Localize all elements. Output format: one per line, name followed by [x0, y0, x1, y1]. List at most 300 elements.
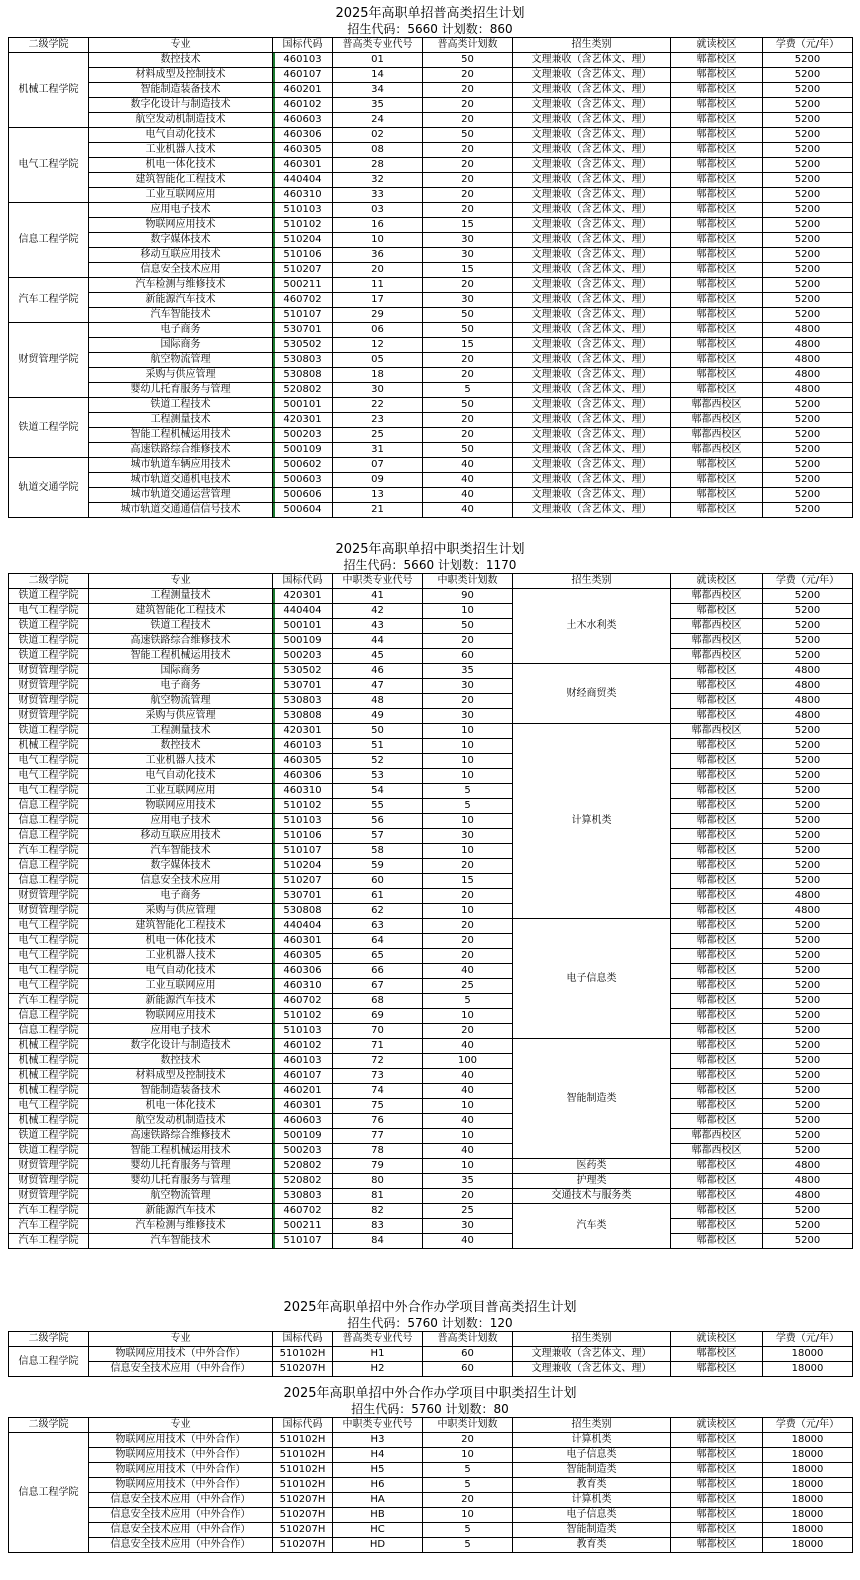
campus-cell: 郫都校区: [671, 754, 763, 769]
campus-cell: 郫都校区: [671, 203, 763, 218]
code-cell: 510204: [273, 233, 333, 248]
code-cell: 460201: [273, 83, 333, 98]
major-cell: 建筑智能化工程技术: [89, 604, 273, 619]
major-cell: 工业机器人技术: [89, 754, 273, 769]
column-header-quota: 中职类计划数: [423, 574, 513, 589]
column-header-major-code: 普高类专业代号: [333, 1332, 423, 1347]
tuition-cell: 18000: [763, 1433, 853, 1448]
quota-cell: 40: [423, 1144, 513, 1159]
quota-cell: 50: [423, 308, 513, 323]
code-cell: 460603: [273, 113, 333, 128]
major-code-cell: 47: [333, 679, 423, 694]
college-cell: 电气工程学院: [9, 979, 89, 994]
major-code-cell: 56: [333, 814, 423, 829]
major-cell: 电气自动化技术: [89, 964, 273, 979]
tuition-cell: 4800: [763, 664, 853, 679]
campus-cell: 郫都校区: [671, 1189, 763, 1204]
quota-cell: 40: [423, 1234, 513, 1249]
major-cell: 智能工程机械运用技术: [89, 428, 273, 443]
table-row: [9, 458, 853, 473]
tuition-cell: 5200: [763, 1054, 853, 1069]
campus-cell: 郫都校区: [671, 53, 763, 68]
table-row: [9, 383, 853, 398]
major-code-cell: 68: [333, 994, 423, 1009]
major-code-cell: 71: [333, 1039, 423, 1054]
major-cell: 电子商务: [89, 889, 273, 904]
quota-cell: 20: [423, 694, 513, 709]
major-code-cell: 49: [333, 709, 423, 724]
category-cell: 文理兼收（含艺体文、理）: [513, 53, 671, 68]
major-cell: 航空物流管理: [89, 694, 273, 709]
code-cell: 530502: [273, 338, 333, 353]
major-cell: 机电一体化技术: [89, 1099, 273, 1114]
major-code-cell: 61: [333, 889, 423, 904]
tuition-cell: 5200: [763, 649, 853, 664]
quota-cell: 40: [423, 1084, 513, 1099]
major-code-cell: 64: [333, 934, 423, 949]
tuition-cell: 5200: [763, 919, 853, 934]
section-sino-foreign-zhongzhi: [0, 1386, 860, 1553]
table-row: [9, 739, 853, 754]
major-code-cell: 69: [333, 1009, 423, 1024]
tuition-cell: 5200: [763, 769, 853, 784]
table-row: [9, 1538, 853, 1553]
code-cell: 460702: [273, 994, 333, 1009]
tuition-cell: 5200: [763, 829, 853, 844]
major-cell: 电子商务: [89, 323, 273, 338]
category-cell: 教育类: [513, 1538, 671, 1553]
table-row: [9, 859, 853, 874]
campus-cell: 郫都校区: [671, 799, 763, 814]
tuition-cell: 5200: [763, 233, 853, 248]
column-header-major: 专业: [89, 1332, 273, 1347]
code-cell: 500211: [273, 1219, 333, 1234]
category-cell: 文理兼收（含艺体文、理）: [513, 443, 671, 458]
quota-cell: 20: [423, 919, 513, 934]
campus-cell: 郫都校区: [671, 188, 763, 203]
column-header-campus: 就读校区: [671, 574, 763, 589]
code-cell: 460301: [273, 934, 333, 949]
campus-cell: 郫都校区: [671, 338, 763, 353]
college-cell: 电气工程学院: [9, 934, 89, 949]
tuition-cell: 5200: [763, 1234, 853, 1249]
code-cell: 460301: [273, 158, 333, 173]
campus-cell: 郫都校区: [671, 679, 763, 694]
campus-cell: 郫都校区: [671, 503, 763, 518]
college-cell: 铁道工程学院: [9, 619, 89, 634]
major-code-cell: 54: [333, 784, 423, 799]
campus-cell: 郫都校区: [671, 233, 763, 248]
major-cell: 物联网应用技术（中外合作）: [89, 1478, 273, 1493]
table-row: [9, 799, 853, 814]
major-cell: 工程测量技术: [89, 589, 273, 604]
campus-cell: 郫都校区: [671, 98, 763, 113]
college-cell: 财贸管理学院: [9, 889, 89, 904]
quota-cell: 20: [423, 83, 513, 98]
major-code-cell: 63: [333, 919, 423, 934]
quota-cell: 20: [423, 68, 513, 83]
major-cell: 材料成型及控制技术: [89, 1069, 273, 1084]
table-row: [9, 1174, 853, 1189]
quota-cell: 20: [423, 1189, 513, 1204]
major-code-cell: HC: [333, 1523, 423, 1538]
quota-cell: 5: [423, 383, 513, 398]
quota-cell: 20: [423, 1024, 513, 1039]
quota-cell: 90: [423, 589, 513, 604]
major-code-cell: 17: [333, 293, 423, 308]
quota-cell: 30: [423, 829, 513, 844]
table-row: [9, 1347, 853, 1362]
tuition-cell: 5200: [763, 398, 853, 413]
plan-table-sino-foreign-zhongzhi: [8, 1417, 853, 1553]
campus-cell: 郫都校区: [671, 488, 763, 503]
campus-cell: 郫都校区: [671, 1039, 763, 1054]
tuition-cell: 5200: [763, 248, 853, 263]
tuition-cell: 5200: [763, 263, 853, 278]
major-cell: 物联网应用技术: [89, 799, 273, 814]
major-code-cell: H1: [333, 1347, 423, 1362]
tuition-cell: 5200: [763, 503, 853, 518]
code-cell: 460702: [273, 293, 333, 308]
major-code-cell: 02: [333, 128, 423, 143]
tuition-cell: 5200: [763, 1084, 853, 1099]
campus-cell: 郫都校区: [671, 829, 763, 844]
college-cell: 轨道交通学院: [9, 458, 89, 518]
code-cell: 530701: [273, 889, 333, 904]
campus-cell: 郫都校区: [671, 293, 763, 308]
quota-cell: 40: [423, 1114, 513, 1129]
quota-cell: 30: [423, 679, 513, 694]
campus-cell: 郫都校区: [671, 769, 763, 784]
college-cell: 电气工程学院: [9, 1099, 89, 1114]
tuition-cell: 4800: [763, 904, 853, 919]
column-header-quota: 普高类计划数: [423, 38, 513, 53]
column-header-code: 国标代码: [273, 1332, 333, 1347]
college-cell: 信息工程学院: [9, 799, 89, 814]
major-code-cell: 11: [333, 278, 423, 293]
quota-cell: 10: [423, 844, 513, 859]
code-cell: 510102H: [273, 1433, 333, 1448]
section-gaozhong: [0, 6, 860, 518]
campus-cell: 郫都校区: [671, 1347, 763, 1362]
quota-cell: 60: [423, 649, 513, 664]
table-row: [9, 158, 853, 173]
major-code-cell: 12: [333, 338, 423, 353]
tuition-cell: 5200: [763, 98, 853, 113]
major-cell: 工业互联网应用: [89, 979, 273, 994]
code-cell: 530808: [273, 368, 333, 383]
quota-cell: 50: [423, 443, 513, 458]
table-row: [9, 664, 853, 679]
table-row: [9, 889, 853, 904]
code-cell: 500211: [273, 278, 333, 293]
section-title: 2025年高职单招中职类招生计划: [335, 542, 525, 557]
campus-cell: 郫都校区: [671, 994, 763, 1009]
tuition-cell: 4800: [763, 338, 853, 353]
category-cell: 文理兼收（含艺体文、理）: [513, 248, 671, 263]
college-cell: 机械工程学院: [9, 1069, 89, 1084]
college-cell: 机械工程学院: [9, 1114, 89, 1129]
code-cell: 510103: [273, 203, 333, 218]
major-cell: 航空发动机制造技术: [89, 113, 273, 128]
column-header-major: 专业: [89, 1418, 273, 1433]
quota-cell: 10: [423, 1129, 513, 1144]
major-cell: 婴幼儿托育服务与管理: [89, 1174, 273, 1189]
code-cell: 460310: [273, 188, 333, 203]
major-cell: 汽车检测与维修技术: [89, 1219, 273, 1234]
column-header-college: 二级学院: [9, 1332, 89, 1347]
code-cell: 460103: [273, 53, 333, 68]
header-row: [9, 38, 853, 53]
quota-cell: 5: [423, 799, 513, 814]
category-cell: 文理兼收（含艺体文、理）: [513, 308, 671, 323]
college-cell: 铁道工程学院: [9, 1144, 89, 1159]
table-row: [9, 1189, 853, 1204]
major-code-cell: 52: [333, 754, 423, 769]
major-code-cell: 10: [333, 233, 423, 248]
category-cell: 电子信息类: [513, 1508, 671, 1523]
table-row: [9, 829, 853, 844]
table-row: [9, 679, 853, 694]
campus-cell: 郫都校区: [671, 1463, 763, 1478]
college-cell: 信息工程学院: [9, 1024, 89, 1039]
table-row: [9, 1129, 853, 1144]
major-cell: 移动互联应用技术: [89, 248, 273, 263]
college-cell: 信息工程学院: [9, 203, 89, 278]
tuition-cell: 5200: [763, 308, 853, 323]
major-code-cell: 05: [333, 353, 423, 368]
college-cell: 机械工程学院: [9, 1054, 89, 1069]
table-row: [9, 1523, 853, 1538]
major-cell: 铁道工程技术: [89, 398, 273, 413]
quota-cell: 20: [423, 949, 513, 964]
major-cell: 国际商务: [89, 664, 273, 679]
campus-cell: 郫都校区: [671, 368, 763, 383]
campus-cell: 郫都校区: [671, 308, 763, 323]
campus-cell: 郫都校区: [671, 353, 763, 368]
major-cell: 机电一体化技术: [89, 158, 273, 173]
column-header-major-code: 中职类专业代号: [333, 574, 423, 589]
code-cell: 510102: [273, 799, 333, 814]
code-cell: 460702: [273, 1204, 333, 1219]
code-cell: 500602: [273, 458, 333, 473]
section-subtitle: 招生代码：5660 计划数：860: [347, 22, 513, 36]
table-row: [9, 278, 853, 293]
campus-cell: 郫都校区: [671, 709, 763, 724]
tuition-cell: 5200: [763, 83, 853, 98]
table-row: [9, 874, 853, 889]
major-code-cell: 31: [333, 443, 423, 458]
campus-cell: 郫都西校区: [671, 1144, 763, 1159]
code-cell: 530808: [273, 709, 333, 724]
tuition-cell: 4800: [763, 1159, 853, 1174]
quota-cell: 10: [423, 1099, 513, 1114]
major-cell: 建筑智能化工程技术: [89, 919, 273, 934]
code-cell: 460310: [273, 979, 333, 994]
major-cell: 智能工程机械运用技术: [89, 1144, 273, 1159]
category-cell: 文理兼收（含艺体文、理）: [513, 353, 671, 368]
code-cell: 500203: [273, 428, 333, 443]
major-cell: 采购与供应管理: [89, 904, 273, 919]
tuition-cell: 5200: [763, 739, 853, 754]
major-cell: 电气自动化技术: [89, 769, 273, 784]
campus-cell: 郫都校区: [671, 604, 763, 619]
column-header-tuition: 学费（元/年）: [763, 38, 853, 53]
quota-cell: 10: [423, 724, 513, 739]
table-row: [9, 694, 853, 709]
quota-cell: 20: [423, 113, 513, 128]
category-cell: 文理兼收（含艺体文、理）: [513, 338, 671, 353]
table-row: [9, 949, 853, 964]
column-header-tuition: 学费（元/年）: [763, 1332, 853, 1347]
major-cell: 城市轨道交通机电技术: [89, 473, 273, 488]
tuition-cell: 5200: [763, 814, 853, 829]
code-cell: 460603: [273, 1114, 333, 1129]
major-cell: 工业机器人技术: [89, 949, 273, 964]
major-code-cell: 28: [333, 158, 423, 173]
quota-cell: 30: [423, 248, 513, 263]
column-header-category: 招生类别: [513, 1418, 671, 1433]
major-cell: 新能源汽车技术: [89, 1204, 273, 1219]
major-cell: 工业互联网应用: [89, 784, 273, 799]
code-cell: 510207: [273, 263, 333, 278]
code-cell: 510102H: [273, 1448, 333, 1463]
tuition-cell: 4800: [763, 1189, 853, 1204]
campus-cell: 郫都校区: [671, 1433, 763, 1448]
table-row: [9, 1362, 853, 1377]
college-cell: 信息工程学院: [9, 1347, 89, 1377]
college-cell: 财贸管理学院: [9, 664, 89, 679]
major-cell: 建筑智能化工程技术: [89, 173, 273, 188]
category-cell: 汽车类: [513, 1204, 671, 1249]
table-row: [9, 293, 853, 308]
code-cell: 520802: [273, 1174, 333, 1189]
major-cell: 工业机器人技术: [89, 143, 273, 158]
code-cell: 460102: [273, 1039, 333, 1054]
campus-cell: 郫都校区: [671, 859, 763, 874]
category-cell: 文理兼收（含艺体文、理）: [513, 368, 671, 383]
category-cell: 计算机类: [513, 724, 671, 919]
tuition-cell: 5200: [763, 949, 853, 964]
major-cell: 信息安全技术应用（中外合作）: [89, 1362, 273, 1377]
category-cell: 文理兼收（含艺体文、理）: [513, 398, 671, 413]
major-cell: 婴幼儿托育服务与管理: [89, 1159, 273, 1174]
tuition-cell: 5200: [763, 218, 853, 233]
campus-cell: 郫都西校区: [671, 1129, 763, 1144]
major-cell: 移动互联应用技术: [89, 829, 273, 844]
table-row: [9, 488, 853, 503]
college-cell: 机械工程学院: [9, 1039, 89, 1054]
campus-cell: 郫都校区: [671, 278, 763, 293]
campus-cell: 郫都校区: [671, 383, 763, 398]
category-cell: 文理兼收（含艺体文、理）: [513, 428, 671, 443]
category-cell: 财经商贸类: [513, 664, 671, 724]
tuition-cell: 5200: [763, 1219, 853, 1234]
campus-cell: 郫都校区: [671, 248, 763, 263]
header-row: [9, 1332, 853, 1347]
quota-cell: 20: [423, 1433, 513, 1448]
table-row: [9, 994, 853, 1009]
code-cell: 460102: [273, 98, 333, 113]
table-row: [9, 128, 853, 143]
major-cell: 应用电子技术: [89, 203, 273, 218]
table-row: [9, 83, 853, 98]
major-cell: 数字媒体技术: [89, 859, 273, 874]
code-cell: 510107: [273, 308, 333, 323]
column-header-code: 国标代码: [273, 38, 333, 53]
column-header-college: 二级学院: [9, 38, 89, 53]
tuition-cell: 5200: [763, 1114, 853, 1129]
tuition-cell: 5200: [763, 458, 853, 473]
tuition-cell: 5200: [763, 874, 853, 889]
code-cell: 500109: [273, 443, 333, 458]
tuition-cell: 18000: [763, 1508, 853, 1523]
tuition-cell: 18000: [763, 1448, 853, 1463]
major-cell: 城市轨道车辆应用技术: [89, 458, 273, 473]
tuition-cell: 5200: [763, 1009, 853, 1024]
table-row: [9, 844, 853, 859]
major-code-cell: 79: [333, 1159, 423, 1174]
table-row: [9, 473, 853, 488]
code-cell: 500101: [273, 619, 333, 634]
code-cell: 440404: [273, 604, 333, 619]
major-code-cell: 18: [333, 368, 423, 383]
quota-cell: 10: [423, 754, 513, 769]
category-cell: 文理兼收（含艺体文、理）: [513, 68, 671, 83]
major-cell: 新能源汽车技术: [89, 994, 273, 1009]
code-cell: 530808: [273, 904, 333, 919]
major-code-cell: 24: [333, 113, 423, 128]
table-row: [9, 68, 853, 83]
quota-cell: 10: [423, 769, 513, 784]
table-row: [9, 1084, 853, 1099]
major-code-cell: 81: [333, 1189, 423, 1204]
code-cell: 530803: [273, 353, 333, 368]
tuition-cell: 18000: [763, 1463, 853, 1478]
category-cell: 智能制造类: [513, 1523, 671, 1538]
tuition-cell: 4800: [763, 709, 853, 724]
campus-cell: 郫都校区: [671, 739, 763, 754]
major-cell: 汽车智能技术: [89, 308, 273, 323]
major-cell: 应用电子技术: [89, 814, 273, 829]
major-code-cell: 83: [333, 1219, 423, 1234]
quota-cell: 35: [423, 1174, 513, 1189]
code-cell: 510102H: [273, 1478, 333, 1493]
major-code-cell: 70: [333, 1024, 423, 1039]
category-cell: 文理兼收（含艺体文、理）: [513, 458, 671, 473]
quota-cell: 10: [423, 1159, 513, 1174]
tuition-cell: 5200: [763, 278, 853, 293]
campus-cell: 郫都校区: [671, 979, 763, 994]
category-cell: 文理兼收（含艺体文、理）: [513, 293, 671, 308]
major-code-cell: 76: [333, 1114, 423, 1129]
code-cell: 510102: [273, 218, 333, 233]
major-cell: 信息安全技术应用（中外合作）: [89, 1538, 273, 1553]
quota-cell: 60: [423, 1347, 513, 1362]
plan-table-sino-foreign-gaozhong: [8, 1331, 853, 1377]
table-row: [9, 1099, 853, 1114]
major-cell: 新能源汽车技术: [89, 293, 273, 308]
tuition-cell: 5200: [763, 784, 853, 799]
category-cell: 电子信息类: [513, 919, 671, 1039]
campus-cell: 郫都校区: [671, 694, 763, 709]
code-cell: 510207H: [273, 1362, 333, 1377]
campus-cell: 郫都校区: [671, 1508, 763, 1523]
quota-cell: 20: [423, 1493, 513, 1508]
quota-cell: 20: [423, 188, 513, 203]
campus-cell: 郫都校区: [671, 1234, 763, 1249]
major-code-cell: H4: [333, 1448, 423, 1463]
